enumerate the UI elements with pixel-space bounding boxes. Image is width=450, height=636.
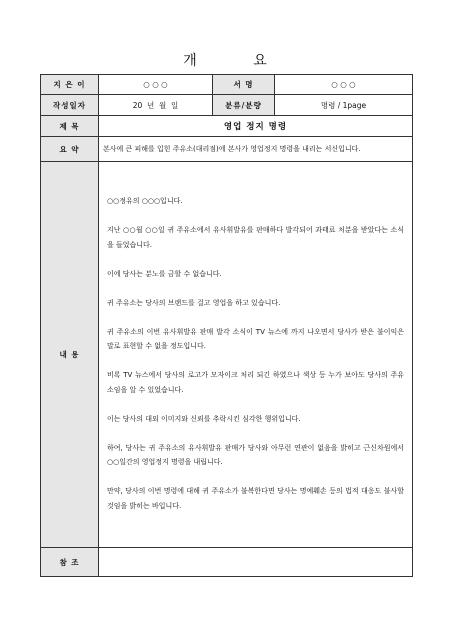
content-paragraph: 만약, 당사의 이번 명령에 대해 귀 주유소가 불복한다면 당사는 명예훼손 등의 법적 대응도 불사할 것임을 밝히는 바입니다. bbox=[107, 487, 404, 510]
subject-row bbox=[41, 116, 413, 137]
summary-row bbox=[41, 137, 413, 162]
summary-value: 본사에 큰 피해를 입힌 주유소(대리점)에 본사가 영업정지 명령을 내리는 서신입니다. bbox=[99, 137, 413, 162]
content-body bbox=[99, 162, 413, 548]
author-label: 지 은 이 bbox=[41, 75, 99, 95]
content-paragraph: 이는 당사의 대외 이미지와 신뢰를 추락시킨 심각한 행위입니다. bbox=[107, 414, 301, 423]
content-paragraph: 이에 당사는 분노를 금할 수 없습니다. bbox=[107, 269, 222, 278]
content-paragraph: 귀 주유소는 당사의 브랜드를 걸고 영업을 하고 있습니다. bbox=[107, 298, 281, 307]
content-paragraph: 하여, 당사는 귀 주유소의 유사휘발유 판매가 당사와 아무런 연관이 없음을 밝히고 근신차원에서 ○○일간의 영업정지 명령을 내립니다. bbox=[107, 443, 404, 466]
author-value: ○ ○ ○ bbox=[99, 75, 213, 95]
signer-label: 서 명 bbox=[213, 75, 275, 95]
subject-value: 영업 정지 명령 bbox=[99, 116, 413, 137]
date-value: 20 년 월 일 bbox=[99, 95, 213, 116]
summary-label: 요 약 bbox=[41, 137, 99, 162]
signer-value: ○ ○ ○ bbox=[275, 75, 413, 95]
category-label: 분류/분량 bbox=[213, 95, 275, 116]
content-paragraph: 귀 주유소의 이번 유사휘발유 판매 발각 소식이 TV 뉴스에 까지 나오면서 당사가 받은 불이익은 말로 표현할 수 없을 정도입니다. bbox=[107, 327, 404, 350]
content-label: 내 용 bbox=[41, 162, 99, 548]
content-paragraph: 지난 ○○월 ○○일 귀 주유소에서 유사휘발유를 판매하다 발각되어 과태료 처분을 받았다는 소식을 들었습니다. bbox=[107, 226, 404, 249]
date-row bbox=[41, 95, 413, 116]
content-paragraph: ○○정유의 ○○○입니다. bbox=[107, 197, 183, 205]
date-label: 작성일자 bbox=[41, 95, 99, 116]
content-paragraph: 비록 TV 뉴스에서 당사의 로고가 모자이크 처리 되긴 하였으나 색상 등 누가 보아도 당사의 주유소임을 알 수 있었습니다. bbox=[107, 371, 404, 394]
document-title: 개 요 bbox=[183, 53, 293, 69]
author-row bbox=[41, 75, 413, 95]
reference-value bbox=[99, 548, 413, 577]
subject-label: 제 목 bbox=[41, 116, 99, 137]
category-value: 명령 / 1page bbox=[275, 95, 413, 116]
content-row bbox=[41, 162, 413, 548]
reference-row bbox=[41, 548, 413, 577]
overview-table bbox=[40, 74, 413, 577]
reference-label: 참 조 bbox=[41, 548, 99, 577]
